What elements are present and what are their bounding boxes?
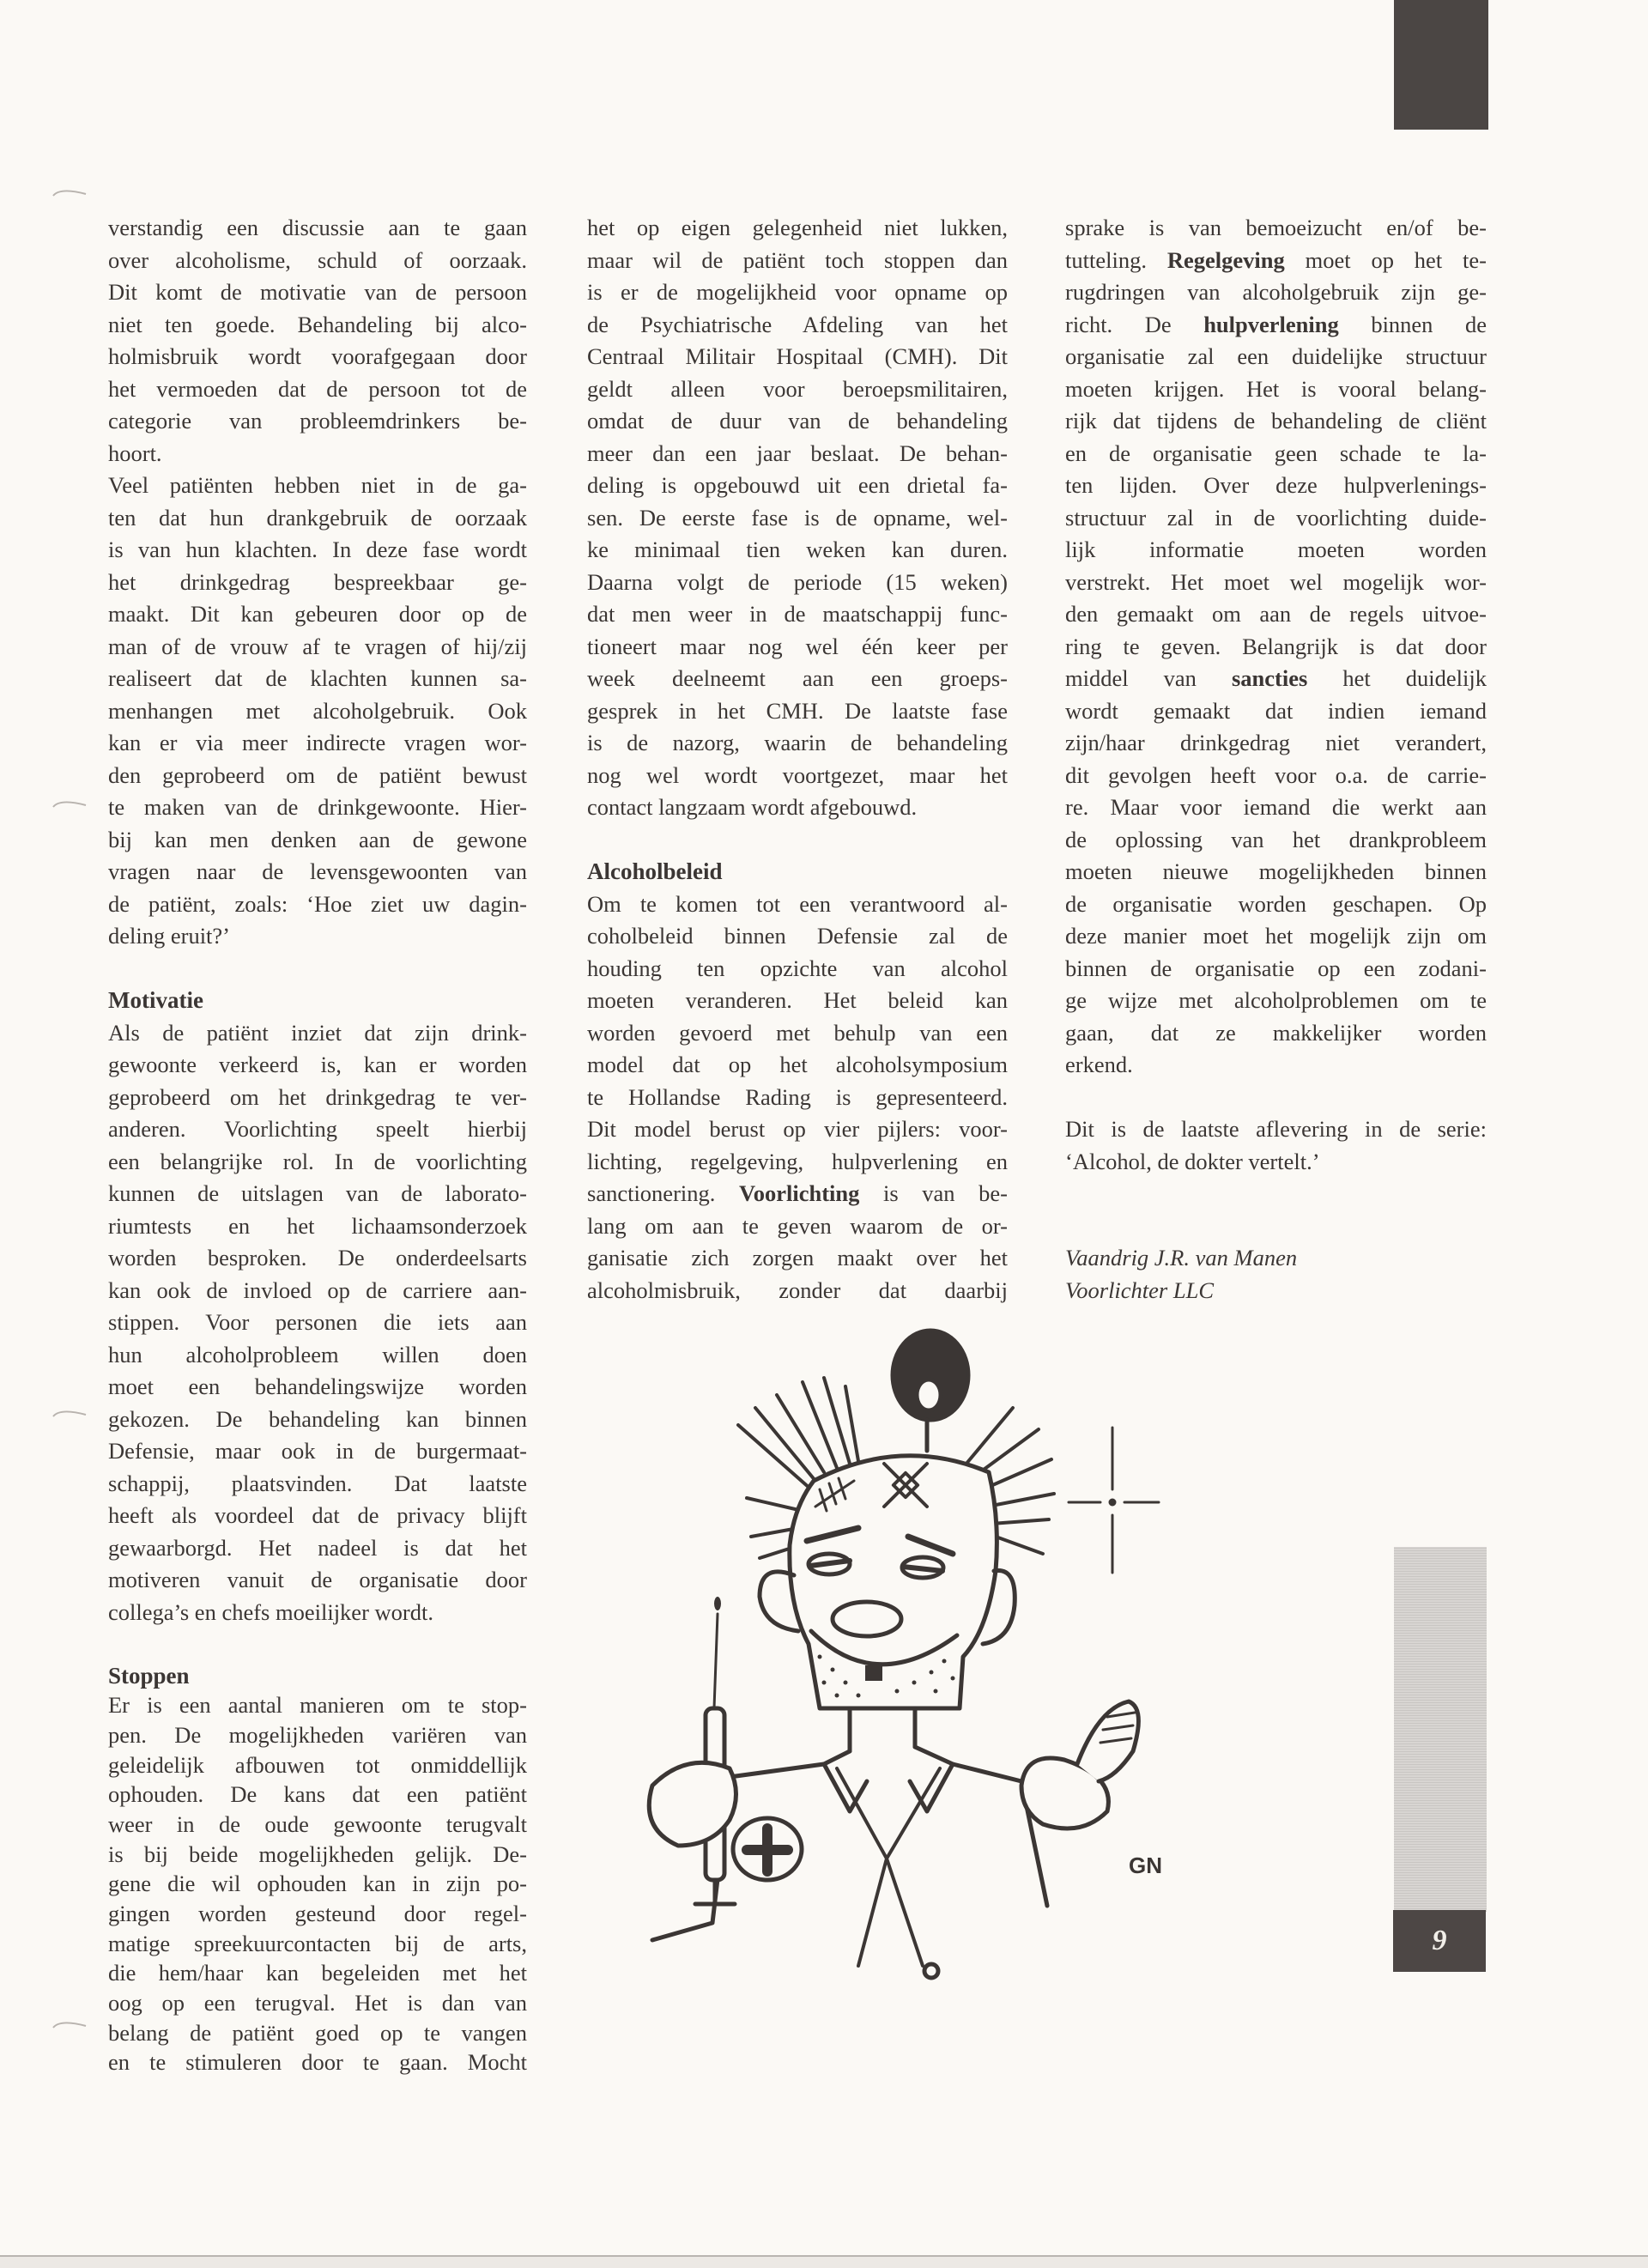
tooth xyxy=(865,1665,882,1681)
text-line: oog op een terugval. Het is dan van xyxy=(108,1990,527,2016)
text-line xyxy=(1065,309,1487,342)
text-line: gewoonte verkeerd is, kan er worden xyxy=(108,1052,527,1077)
text-line: de patiënt, zoals: ‘Hoe ziet uw dagin- xyxy=(108,890,527,917)
text-line: een belangrijke rol. In de voorlichting xyxy=(108,1148,527,1174)
text-line: hun alcoholprobleem willen doen xyxy=(108,1341,527,1367)
text-line: Om te komen tot een verantwoord al- xyxy=(587,890,1008,917)
text-line: weer in de oude gewoonte terugvalt xyxy=(108,1810,527,1837)
paragraph xyxy=(108,212,527,470)
text-segment: sanctionering. xyxy=(587,1180,739,1206)
text-line: gekozen. De behandeling kan binnen xyxy=(108,1405,527,1432)
text-line: de organisatie worden geschapen. Op xyxy=(1065,890,1487,917)
text-line: gewaarborgd. Het nadeel is dat het xyxy=(108,1534,527,1561)
text-line: nog wel wordt voortgezet, maar het xyxy=(587,761,1008,788)
text-line: te maken van de drinkgewoonte. Hier- xyxy=(108,794,527,820)
text-line: dit gevolgen heeft voor o.a. de carrie- xyxy=(1065,761,1487,788)
text-line: moeten nieuwe mogelijkheden binnen xyxy=(1065,858,1487,884)
text-line: deling is opgebouwd uit een drietal fa- xyxy=(587,472,1008,498)
text-line: ten lijden. Over deze hulpverlenings- xyxy=(1065,472,1487,498)
text-line: den gemaakt om aan de regels uitvoe- xyxy=(1065,601,1487,627)
text-line: Veel patiënten hebben niet in de ga- xyxy=(108,472,527,498)
text-line: anderen. Voorlichting speelt hierbij xyxy=(108,1116,527,1142)
text-column-right xyxy=(1065,212,1487,1307)
text-line: structuur zal in de voorlichting duide- xyxy=(1065,504,1487,531)
text-line: ten dat hun drankgebruik de oorzaak xyxy=(108,504,527,531)
paragraph xyxy=(108,470,527,953)
text-line: het drinkgedrag bespreekbaar ge- xyxy=(108,568,527,595)
text-line: gingen worden gesteund door regel- xyxy=(108,1901,527,1926)
text-line: Centraal Militair Hospitaal (CMH). Dit xyxy=(587,343,1008,369)
paragraph xyxy=(1065,1113,1487,1178)
text-line: contact langzaam wordt afgebouwd. xyxy=(587,794,918,820)
punch-hole-marks xyxy=(0,0,103,2266)
text-line: heeft als voordeel dat de privacy blijft xyxy=(108,1502,527,1528)
text-segment: is van be- xyxy=(859,1180,1008,1206)
text-line: het vermoeden dat de persoon tot de xyxy=(108,375,527,402)
text-line: Vaandrig J.R. van Manen xyxy=(1065,1245,1298,1270)
text-line: gaan, dat ze makkelijker worden xyxy=(1065,1019,1487,1046)
text-line: ring te geven. Belangrijk is dat door xyxy=(1065,633,1487,659)
text-segment: het duidelijk xyxy=(1307,665,1487,691)
bold-keyword: sancties xyxy=(1231,665,1308,691)
text-line: coholbeleid binnen Defensie zal de xyxy=(587,923,1008,949)
text-segment: tutteling. xyxy=(1065,246,1167,273)
text-line: is er de mogelijkheid voor opname op xyxy=(587,279,1008,305)
page-number: 9 xyxy=(1432,1925,1447,1956)
text-line: het op eigen gelegenheid niet lukken, xyxy=(587,215,1008,240)
artist-signature: GN xyxy=(1129,1853,1162,1878)
text-line: organisatie zal een duidelijke structuur xyxy=(1065,343,1487,369)
text-line: hoort. xyxy=(108,440,162,466)
text-line: rugdringen van alcoholgebruik zijn ge- xyxy=(1065,279,1487,305)
text-line: wordt gemaakt dat indien iemand xyxy=(1065,697,1487,724)
text-line: maakt. Dit kan gebeuren door op de xyxy=(108,601,527,627)
text-line: moeten krijgen. Het is vooral belang- xyxy=(1065,375,1487,402)
text-line: houding ten opzichte van alcohol xyxy=(587,955,1008,981)
text-line: schappij, plaatsvinden. Dat laatste xyxy=(108,1470,527,1496)
doctor-cartoon-illustration xyxy=(584,1202,1184,2095)
paragraph xyxy=(108,1690,527,2077)
text-line: kunnen de uitslagen van de laborato- xyxy=(108,1180,527,1206)
text-line: maar wil de patiënt toch stoppen dan xyxy=(587,246,1008,273)
paragraph-gap xyxy=(108,1628,527,1661)
text-line xyxy=(1065,245,1487,277)
text-line: de Psychiatrische Afdeling van het xyxy=(587,311,1008,337)
text-column-left xyxy=(108,212,527,2077)
text-line: Dit is de laatste aflevering in de serie: xyxy=(1065,1116,1487,1142)
text-line: omdat de duur van de behandeling xyxy=(587,408,1008,434)
text-line: re. Maar voor iemand die werkt aan xyxy=(1065,794,1487,820)
text-line: den geprobeerd om de patiënt bewust xyxy=(108,761,527,788)
text-line: moet een behandelingswijze worden xyxy=(108,1374,527,1399)
text-line: pen. De mogelijkheden variëren van xyxy=(108,1721,527,1748)
text-line: verstandig een discussie aan te gaan xyxy=(108,215,527,240)
punch-hole-mark xyxy=(53,1411,86,1416)
text-line: niet ten goede. Behandeling bij alco- xyxy=(108,311,527,337)
crosshair-icon xyxy=(1069,1428,1159,1573)
text-segment: richt. De xyxy=(1065,311,1204,337)
stethoscope-chestpiece xyxy=(924,1964,938,1978)
text-line: over alcoholisme, schuld of oorzaak. xyxy=(108,246,527,273)
text-line: holmisbruik wordt voorafgegaan door xyxy=(108,343,527,369)
text-line: kan er via meer indirecte vragen wor- xyxy=(108,730,527,755)
text-line: is de nazorg, waarin de behandeling xyxy=(587,730,1008,755)
text-line: lichting, regelgeving, hulpverlening en xyxy=(587,1148,1008,1174)
text-line: Dit model berust op vier pijlers: voor- xyxy=(587,1116,1008,1142)
text-line: model dat op het alcoholsymposium xyxy=(587,1052,1008,1077)
text-line: en te stimuleren door te gaan. Mocht xyxy=(108,2049,527,2076)
paragraph-gap xyxy=(1065,1082,1487,1114)
text-line: riumtests en het lichaamsonderzoek xyxy=(108,1212,527,1239)
text-column-middle xyxy=(587,212,1008,1307)
text-line: geleidelijk afbouwen tot onmiddellijk xyxy=(108,1751,527,1778)
text-line: binnen de organisatie op een zodani- xyxy=(1065,955,1487,981)
stethoscope xyxy=(837,1768,940,1966)
syringe-icon xyxy=(695,1597,735,1904)
shoulders xyxy=(730,1747,1021,1781)
text-line xyxy=(1065,663,1487,695)
section-heading: Motivatie xyxy=(108,987,203,1013)
paragraph xyxy=(1065,212,1487,1082)
text-line: tioneert maar nog wel één keer per xyxy=(587,633,1008,659)
text-line: zijn/haar drinkgedrag niet verandert, xyxy=(1065,730,1487,755)
text-line: vragen naar de levensgewoonten van xyxy=(108,858,527,884)
text-line: stippen. Voor personen die iets aan xyxy=(108,1309,527,1335)
text-line: ge wijze met alcoholproblemen om te xyxy=(1065,987,1487,1013)
text-line: meer dan een jaar beslaat. De behan- xyxy=(587,440,1008,466)
text-line: ganisatie zich zorgen maakt over het xyxy=(587,1245,1008,1270)
text-line: kan ook de invloed op de carriere aan- xyxy=(108,1277,527,1303)
neck xyxy=(850,1708,915,1751)
text-line: motiveren vanuit de organisatie door xyxy=(108,1567,527,1592)
collar xyxy=(824,1764,953,1811)
text-line: deze manier moet het mogelijk zijn om xyxy=(1065,923,1487,949)
text-line: worden gevoerd met behulp van een xyxy=(587,1019,1008,1046)
section-heading: Stoppen xyxy=(108,1662,190,1689)
punch-hole-mark xyxy=(53,2022,86,2028)
text-line: gene die wil ophouden kan in zijn po- xyxy=(108,1871,527,1897)
text-line: gesprek in het CMH. De laatste fase xyxy=(587,697,1008,724)
paragraph xyxy=(587,212,1008,824)
head-mirror-icon xyxy=(893,1331,968,1451)
margin-gray-bar xyxy=(1394,1547,1487,1912)
text-line: worden besproken. De onderdeelsarts xyxy=(108,1245,527,1270)
punch-hole-mark xyxy=(53,191,86,196)
text-line: te Hollandse Rading is gepresenteerd. xyxy=(587,1083,1008,1110)
text-segment: middel van xyxy=(1065,665,1232,691)
text-line: sen. De eerste fase is de opname, wel- xyxy=(587,504,1008,531)
nose xyxy=(833,1602,901,1636)
text-line: is van hun klachten. In deze fase wordt xyxy=(108,537,527,562)
text-line: week deelneemt aan een groeps- xyxy=(587,665,1008,691)
text-segment: moet op het te- xyxy=(1284,246,1487,273)
punch-hole-mark xyxy=(53,802,86,807)
text-line: rijk dat tijdens de behandeling de cliënt xyxy=(1065,408,1487,434)
text-line: erkend. xyxy=(1065,1052,1133,1077)
bold-keyword: Regelgeving xyxy=(1166,246,1285,273)
text-line: deling eruit?’ xyxy=(108,923,231,949)
bold-keyword: hulpverlening xyxy=(1203,311,1339,337)
text-line: dat men weer in de maatschappij func- xyxy=(587,601,1008,627)
text-line: en de organisatie geen schade te la- xyxy=(1065,440,1487,466)
text-line: matige spreekuurcontacten bij de arts, xyxy=(108,1930,527,1956)
text-line: Dit komt de motivatie van de persoon xyxy=(108,279,527,305)
text-line: geprobeerd om het drinkgedrag te ver- xyxy=(108,1083,527,1110)
text-line: realiseert dat de klachten kunnen sa- xyxy=(108,665,527,691)
text-line: Defensie, maar ook in de burgermaat- xyxy=(108,1438,527,1464)
text-line: categorie van probleemdrinkers be- xyxy=(108,408,527,434)
text-line: menhangen met alcoholgebruik. Ook xyxy=(108,697,527,724)
paragraph-gap xyxy=(587,824,1008,857)
text-line: is bij beide mogelijkheden gelijk. De- xyxy=(108,1840,527,1867)
text-line: Er is een aantal manieren om te stop- xyxy=(108,1692,527,1719)
text-line: sprake is van bemoeizucht en/of be- xyxy=(1065,215,1487,240)
text-line: Als de patiënt inziet dat zijn drink- xyxy=(108,1019,527,1046)
bold-keyword: Voorlichting xyxy=(739,1180,860,1206)
text-line: de oplossing van het drankprobleem xyxy=(1065,826,1487,852)
text-line: alcoholmisbruik, zonder dat daarbij xyxy=(587,1277,1008,1303)
text-line: bij kan men denken aan de gewone xyxy=(108,826,527,852)
text-line: verstrekt. Het moet wel mogelijk wor- xyxy=(1065,568,1487,595)
text-line: ophouden. De kans dat een patiënt xyxy=(108,1781,527,1808)
text-line: lang om aan te geven waarom de or- xyxy=(587,1212,1008,1239)
text-segment: binnen de xyxy=(1338,311,1487,337)
text-line: Daarna volgt de periode (15 weken) xyxy=(587,568,1008,595)
section-heading: Alcoholbeleid xyxy=(587,858,723,884)
text-line: moeten veranderen. Het beleid kan xyxy=(587,987,1008,1013)
paragraph-gap xyxy=(108,953,527,985)
text-line: man of de vrouw af te vragen of hij/zij xyxy=(108,633,527,659)
text-line: ke minimaal tien weken kan duren. xyxy=(587,537,1008,562)
text-line: collega’s en chefs moeilijker wordt. xyxy=(108,1598,433,1625)
section-tab-marker xyxy=(1394,0,1488,130)
text-line: ‘Alcohol, de dokter vertelt.’ xyxy=(1065,1148,1320,1174)
text-line: Voorlichter LLC xyxy=(1065,1277,1215,1303)
paragraph xyxy=(108,1017,527,1629)
text-line: lijk informatie moeten worden xyxy=(1065,537,1487,562)
text-line: die hem/haar kan begeleiden met het xyxy=(108,1960,527,1986)
text-line: geldt alleen voor beroepsmilitairen, xyxy=(587,375,1008,402)
cross-badge-icon xyxy=(733,1818,802,1880)
text-line: belang de patiënt goed op te vangen xyxy=(108,2019,527,2046)
